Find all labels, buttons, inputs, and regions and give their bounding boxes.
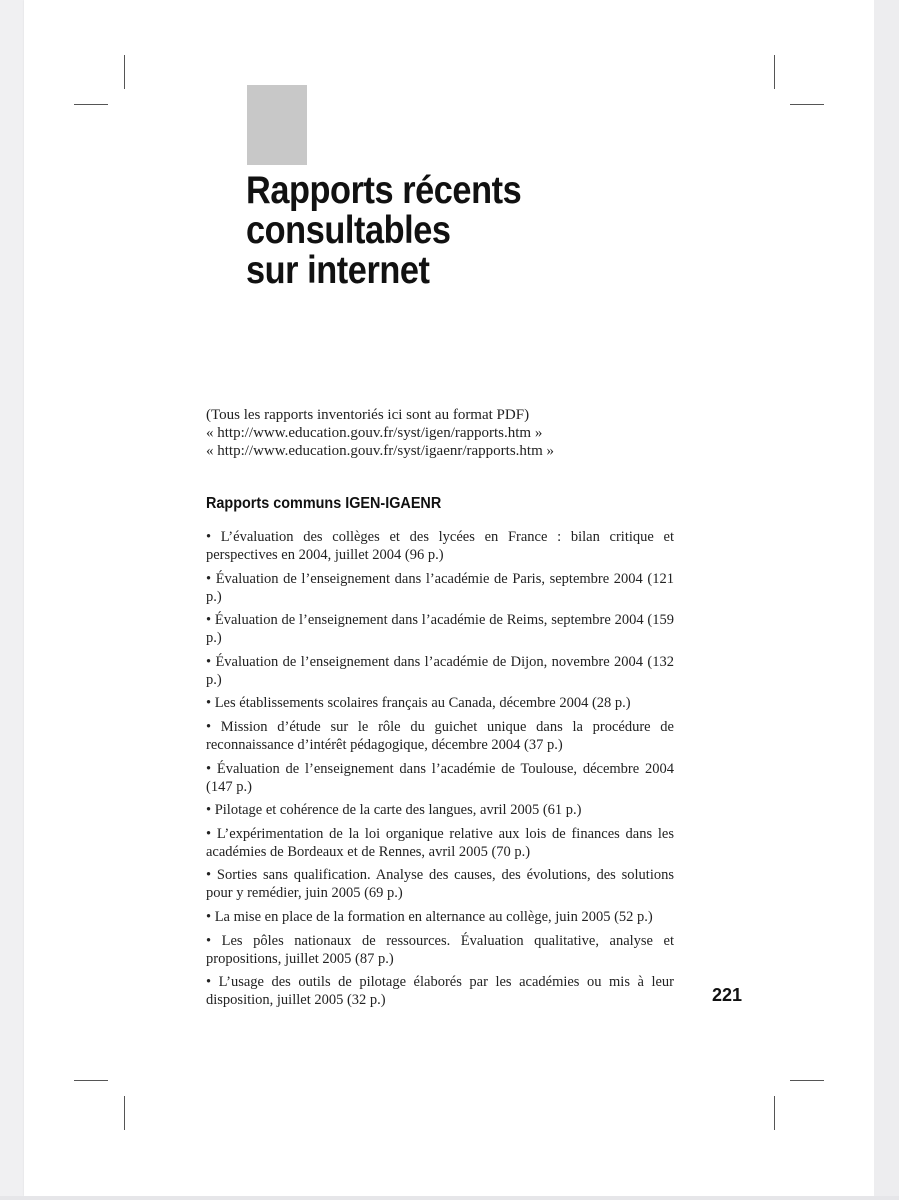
page-title-line: consultables (246, 209, 451, 252)
crop-mark-bottom-right-horizontal (790, 1080, 824, 1081)
page-number: 221 (712, 985, 743, 1005)
crop-mark-bottom-left-horizontal (74, 1080, 108, 1081)
report-item: • Pilotage et cohérence de la carte des langues, avril 2005 (61 p.) (206, 802, 582, 819)
format-note: (Tous les rapports inventoriés ici sont au format PDF) (206, 407, 530, 423)
report-item: • Les établissements scolaires français au Canada, décembre 2004 (28 p.) (206, 695, 631, 712)
chapter-marker-block (247, 85, 307, 165)
report-item: • Évaluation de l’enseignement dans l’académie de Paris, septembre 2004 (121 p.) (206, 570, 674, 605)
section-heading: Rapports communs IGEN-IGAENR (206, 495, 442, 512)
crop-mark-top-left-horizontal (74, 104, 108, 105)
report-item: • L’usage des outils de pilotage élaborés par les académies ou mis à leur disposition, juillet 2005 (32 p.) (206, 974, 674, 1009)
report-item: • Sorties sans qualification. Analyse des causes, des évolutions, des solutions pour y remédier, juin 2005 (69 p.) (206, 867, 674, 902)
report-item: • Évaluation de l’enseignement dans l’académie de Toulouse, décembre 2004 (147 p.) (206, 760, 674, 795)
crop-mark-bottom-left-vertical (124, 1096, 125, 1130)
igaenr-url: « http://www.education.gouv.fr/syst/igaenr/rapports.htm » (206, 443, 554, 459)
page-title (246, 171, 616, 291)
report-item: • La mise en place de la formation en alternance au collège, juin 2005 (52 p.) (206, 908, 653, 925)
page-title-line: sur internet (246, 249, 430, 292)
report-item: • Mission d’étude sur le rôle du guichet unique dans la procédure de reconnaissance d’intérêt pédagogique, décembre 2004 (37 p.) (206, 718, 674, 753)
report-item: • L’expérimentation de la loi organique relative aux lois de finances dans les académies de Bordeaux et de Rennes, avril 2005 (70 p.) (206, 825, 674, 860)
viewer-bottom-edge (0, 1196, 899, 1200)
report-item: • Évaluation de l’enseignement dans l’académie de Reims, septembre 2004 (159 p.) (206, 612, 674, 647)
crop-mark-top-right-vertical (774, 55, 775, 89)
crop-mark-bottom-right-vertical (774, 1096, 775, 1130)
igen-url: « http://www.education.gouv.fr/syst/igen/rapports.htm » (206, 425, 543, 441)
crop-mark-top-right-horizontal (790, 104, 824, 105)
viewer-edge (874, 0, 899, 1200)
report-item: • L’évaluation des collèges et des lycées en France : bilan critique et perspectives en 2004, juillet 2004 (96 p.) (206, 529, 674, 563)
crop-mark-top-left-vertical (124, 55, 125, 89)
report-item: • Évaluation de l’enseignement dans l’académie de Dijon, novembre 2004 (132 p.) (206, 653, 674, 688)
intro-block (206, 406, 676, 460)
page-title-line: Rapports récents (246, 169, 522, 212)
report-list (206, 528, 674, 1015)
report-item: • Les pôles nationaux de ressources. Évaluation qualitative, analyse et propositions, juillet 2005 (87 p.) (206, 932, 674, 967)
